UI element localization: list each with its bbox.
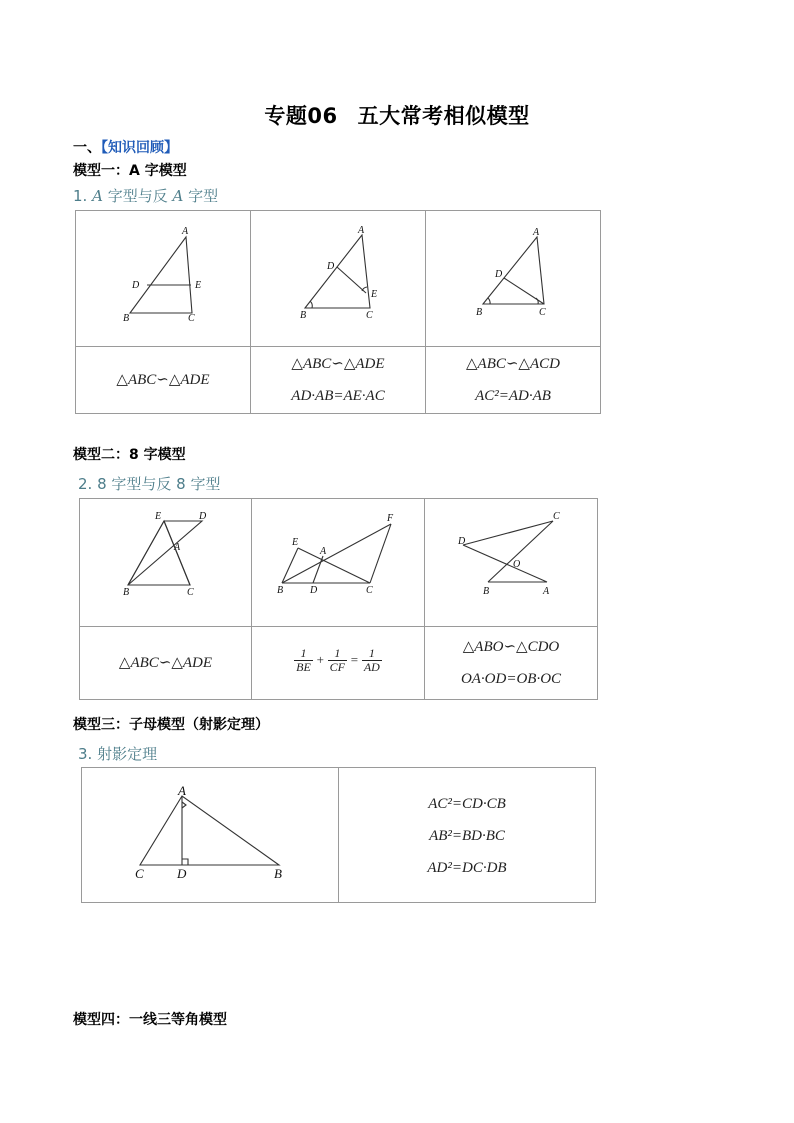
plus-sign: +: [316, 651, 324, 667]
label: B: [300, 310, 307, 321]
table1-fig2-cell: [251, 211, 426, 347]
label: B: [483, 586, 490, 597]
formula: △ABC∽△ADE: [118, 655, 213, 671]
numerator: 1: [328, 647, 347, 661]
label: A: [182, 226, 189, 237]
label: D: [132, 280, 140, 291]
label: C: [539, 307, 546, 318]
formula: AD·AB=AE·AC: [291, 388, 385, 404]
formula: △ABC∽△ADE: [291, 356, 385, 372]
subheading-1: [73, 185, 218, 206]
title-part2: 五大常考相似模型: [357, 104, 530, 128]
label: A: [174, 542, 181, 553]
formula: △ABO∽△CDO: [462, 639, 560, 655]
diagram-8-shape: [80, 499, 252, 627]
formula: AC²=CD·CB: [428, 796, 506, 812]
formula: AD²=DC·DB: [427, 860, 507, 876]
label: C: [366, 585, 373, 596]
diagram-reciprocal: [252, 499, 425, 627]
diagram-a-shape: [76, 211, 251, 347]
model-2-label: 模型二：8 字模型: [73, 447, 186, 463]
label: A: [533, 227, 540, 238]
section-prefix: 一、: [73, 140, 101, 156]
title-part1: 专题06: [264, 104, 338, 128]
label: D: [495, 269, 503, 280]
label: D: [310, 585, 318, 596]
table2-fig3-cell: [425, 499, 597, 627]
label: B: [123, 313, 130, 324]
diagram-reverse-8: [425, 499, 597, 627]
label: B: [476, 307, 483, 318]
label: O: [513, 559, 521, 570]
formula: OA·OD=OB·OC: [460, 671, 562, 687]
sub1-t2: 字型: [183, 187, 219, 205]
table3-fig-cell: [82, 768, 339, 902]
label: A: [178, 783, 186, 798]
sub1-a2: A: [172, 187, 184, 205]
table2-fig1-cell: [80, 499, 252, 627]
table2-formula-3: [425, 627, 597, 699]
fraction-1-be: [294, 647, 313, 674]
label: E: [292, 537, 299, 548]
table1-fig3-cell: [426, 211, 600, 347]
table2-fig2-cell: [252, 499, 425, 627]
label: B: [123, 587, 130, 598]
label: C: [553, 511, 560, 522]
label: A: [543, 586, 550, 597]
formula: AC²=AD·AB: [475, 388, 551, 404]
label: B: [274, 866, 282, 881]
label: D: [327, 261, 335, 272]
section-bracket: 【知识回顾】: [101, 140, 178, 156]
sub1-a1: A: [92, 187, 103, 205]
sub1-t1: 字型与反: [102, 187, 173, 205]
label: A: [320, 546, 327, 557]
table-a-shape: [75, 210, 601, 414]
diagram-right-triangle: [82, 768, 339, 902]
table-projection: [81, 767, 596, 903]
table1-formula-1: [76, 347, 251, 413]
label: D: [458, 536, 466, 547]
label: C: [188, 313, 195, 324]
table2-formula-2: [252, 627, 425, 699]
fraction-1-ad: [362, 647, 382, 674]
numerator: 1: [294, 647, 313, 661]
label: C: [135, 866, 144, 881]
diagram-reverse-a-shape: [251, 211, 426, 347]
denominator: CF: [329, 660, 345, 674]
label: C: [366, 310, 373, 321]
table1-formula-2: [251, 347, 426, 413]
table1-formula-3: [426, 347, 600, 413]
fraction-1-cf: [328, 647, 347, 674]
formula: △ABC∽△ACD: [466, 356, 560, 372]
formula: AB²=BD·BC: [429, 828, 505, 844]
formula: △ABC∽△ADE: [116, 372, 210, 388]
section-heading: [73, 137, 178, 157]
table3-formulas: [339, 768, 595, 902]
label: F: [387, 513, 394, 524]
table1-fig1-cell: [76, 211, 251, 347]
table-8-shape: [79, 498, 598, 700]
equals-sign: =: [350, 651, 359, 667]
model-3-label: 模型三：子母模型（射影定理）: [73, 717, 269, 733]
sub1-num: 1.: [73, 187, 88, 205]
model-4-label: 模型四：一线三等角模型: [73, 1012, 227, 1028]
label: E: [371, 289, 378, 300]
label: C: [187, 587, 194, 598]
label: D: [177, 866, 187, 881]
table2-formula-1: [80, 627, 252, 699]
model-1-label: 模型一：A 字模型: [73, 163, 187, 179]
label: A: [358, 225, 365, 236]
numerator: 1: [362, 647, 382, 661]
denominator: BE: [296, 660, 311, 674]
label: D: [199, 511, 207, 522]
label: E: [155, 511, 162, 522]
page-title: [0, 100, 794, 130]
subheading-3: 3. 射影定理: [78, 745, 158, 763]
label: E: [195, 280, 202, 291]
denominator: AD: [363, 660, 380, 674]
diagram-shared-angle: [426, 211, 600, 347]
label: B: [277, 585, 284, 596]
subheading-2: 2. 8 字型与反 8 字型: [78, 475, 221, 493]
